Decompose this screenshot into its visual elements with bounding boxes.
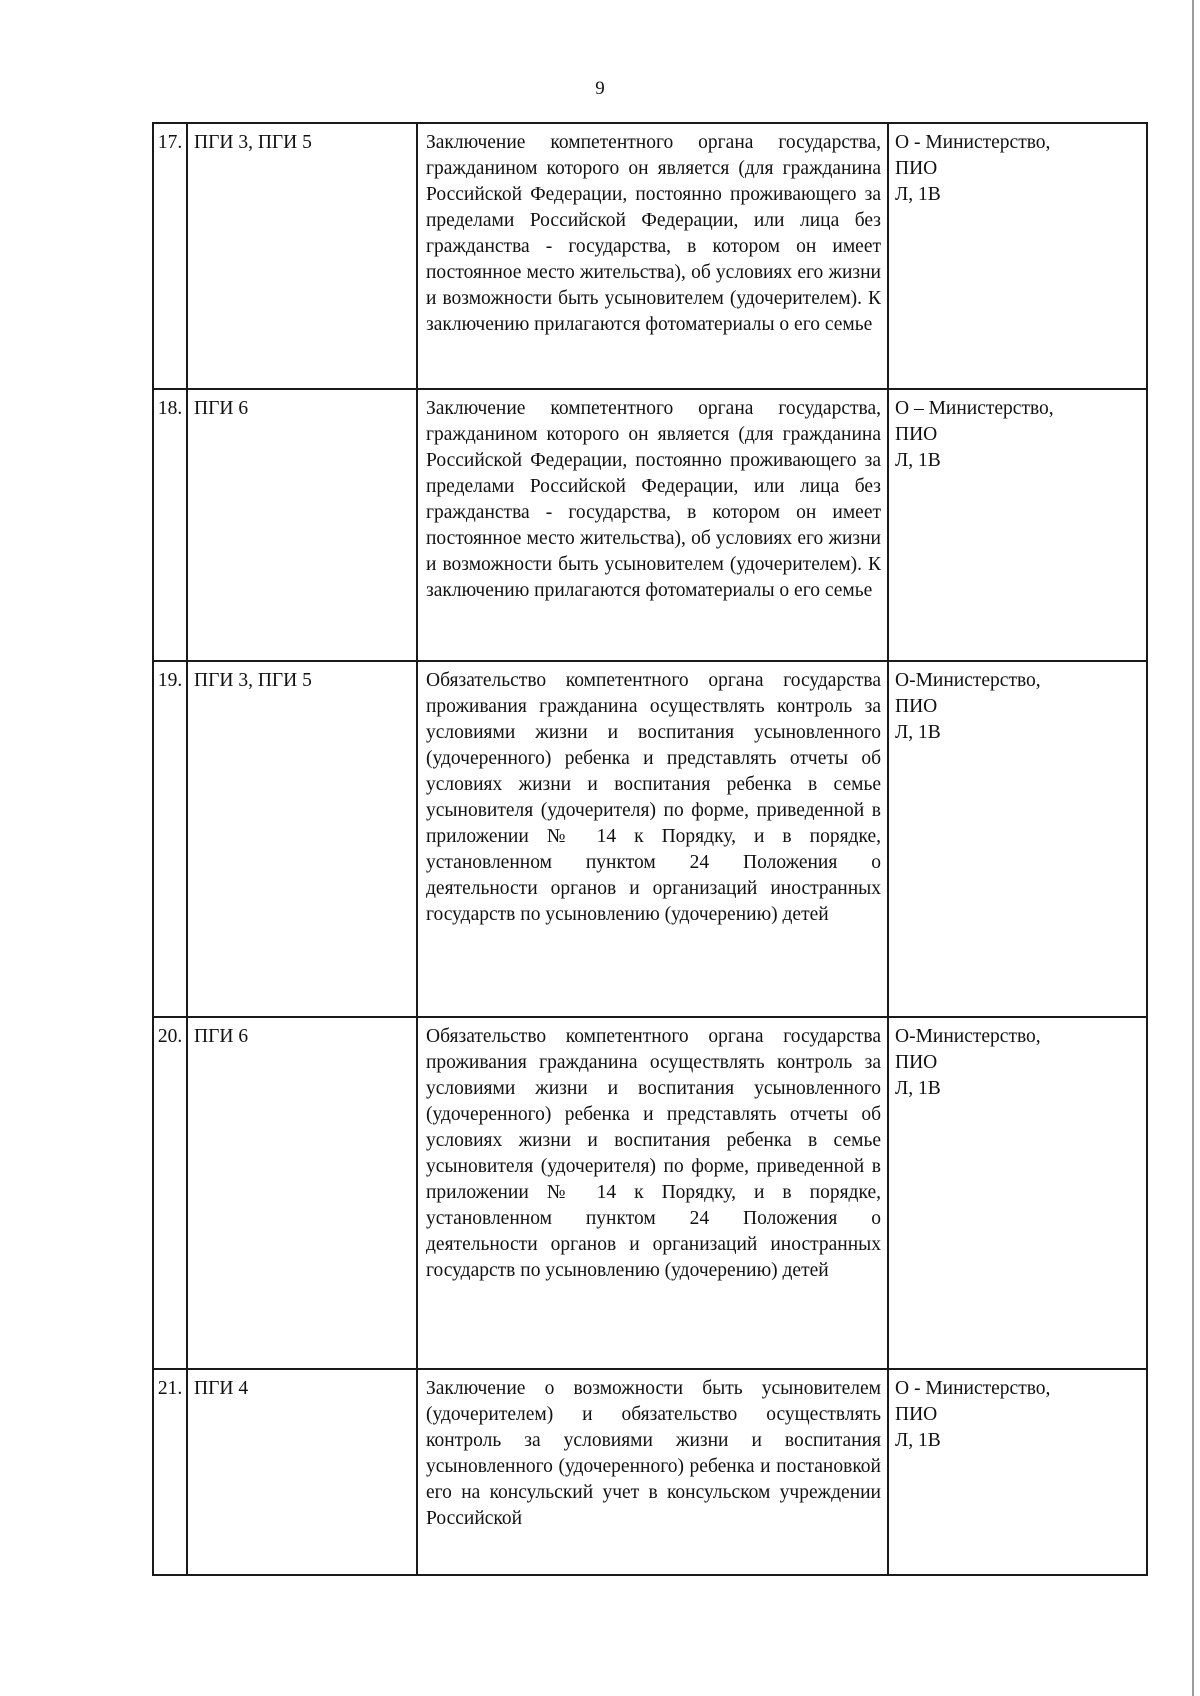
page-number: 9 (595, 78, 605, 99)
row-responsible (888, 389, 1147, 661)
row-number: 18. (153, 389, 187, 661)
row-responsible (888, 123, 1147, 389)
row-responsible (888, 1017, 1147, 1369)
responsible-line: Л, 1В (895, 450, 941, 471)
table-row (153, 1017, 1147, 1369)
row-description: Обязательство компетентного органа государства проживания гражданина осуществлять контроль за условиями жизни и воспитания усыновленного (удочеренного) ребенка и представлять отчеты об условиях жизни и воспитания ребенка в семье усыновителя (удочерителя) по форме, приведенной в приложении № 14 к Порядку, и в порядке, установленном пунктом 24 Положения о деятельности органов и организаций иностранных государств по усыновлению (удочерению) детей (417, 1017, 888, 1369)
responsible-line: О - Министерство, (895, 1378, 1051, 1399)
responsible-line: Л, 1В (895, 722, 941, 743)
row-number: 20. (153, 1017, 187, 1369)
row-description: Заключение о возможности быть усыновителем (удочерителем) и обязательство осуществлять контроль за условиями жизни и воспитания усыновленного (удочеренного) ребенка и постановкой его на консульский учет в консульском учреждении Российской (417, 1369, 888, 1575)
row-number: 21. (153, 1369, 187, 1575)
responsible-line: Л, 1В (895, 1078, 941, 1099)
row-number: 19. (153, 661, 187, 1017)
row-code: ПГИ 3, ПГИ 5 (187, 661, 417, 1017)
row-code: ПГИ 6 (187, 389, 417, 661)
table-row (153, 123, 1147, 389)
responsible-line: ПИО (895, 424, 938, 445)
row-description: Обязательство компетентного органа государства проживания гражданина осуществлять контроль за условиями жизни и воспитания усыновленного (удочеренного) ребенка и представлять отчеты об условиях жизни и воспитания ребенка в семье усыновителя (удочерителя) по форме, приведенной в приложении № 14 к Порядку, и в порядке, установленном пунктом 24 Положения о деятельности органов и организаций иностранных государств по усыновлению (удочерению) детей (417, 661, 888, 1017)
responsible-line: ПИО (895, 158, 938, 179)
table-row (153, 1369, 1147, 1575)
responsible-line: ПИО (895, 1404, 938, 1425)
scan-edge-line (1192, 0, 1194, 1696)
responsible-line: Л, 1В (895, 184, 941, 205)
responsible-line: О - Министерство, (895, 132, 1051, 153)
row-code: ПГИ 4 (187, 1369, 417, 1575)
row-responsible (888, 661, 1147, 1017)
row-description: Заключение компетентного органа государства, гражданином которого он является (для гражданина Российской Федерации, постоянно проживающего за пределами Российской Федерации, или лица без гражданства - государства, в котором он имеет постоянное место жительства), об условиях его жизни и возможности быть усыновителем (удочерителем). К заключению прилагаются фотоматериалы о его семье (417, 389, 888, 661)
table-row (153, 389, 1147, 661)
responsible-line: О-Министерство, (895, 670, 1041, 691)
responsible-line: ПИО (895, 1052, 938, 1073)
row-code: ПГИ 3, ПГИ 5 (187, 123, 417, 389)
row-description: Заключение компетентного органа государства, гражданином которого он является (для гражданина Российской Федерации, постоянно проживающего за пределами Российской Федерации, или лица без гражданства - государства, в котором он имеет постоянное место жительства), об условиях его жизни и возможности быть усыновителем (удочерителем). К заключению прилагаются фотоматериалы о его семье (417, 123, 888, 389)
document-table (152, 122, 1148, 1576)
responsible-line: О – Министерство, (895, 398, 1054, 419)
row-code: ПГИ 6 (187, 1017, 417, 1369)
responsible-line: ПИО (895, 696, 938, 717)
responsible-line: О-Министерство, (895, 1026, 1041, 1047)
row-responsible (888, 1369, 1147, 1575)
responsible-line: Л, 1В (895, 1430, 941, 1451)
row-number: 17. (153, 123, 187, 389)
table-row (153, 661, 1147, 1017)
